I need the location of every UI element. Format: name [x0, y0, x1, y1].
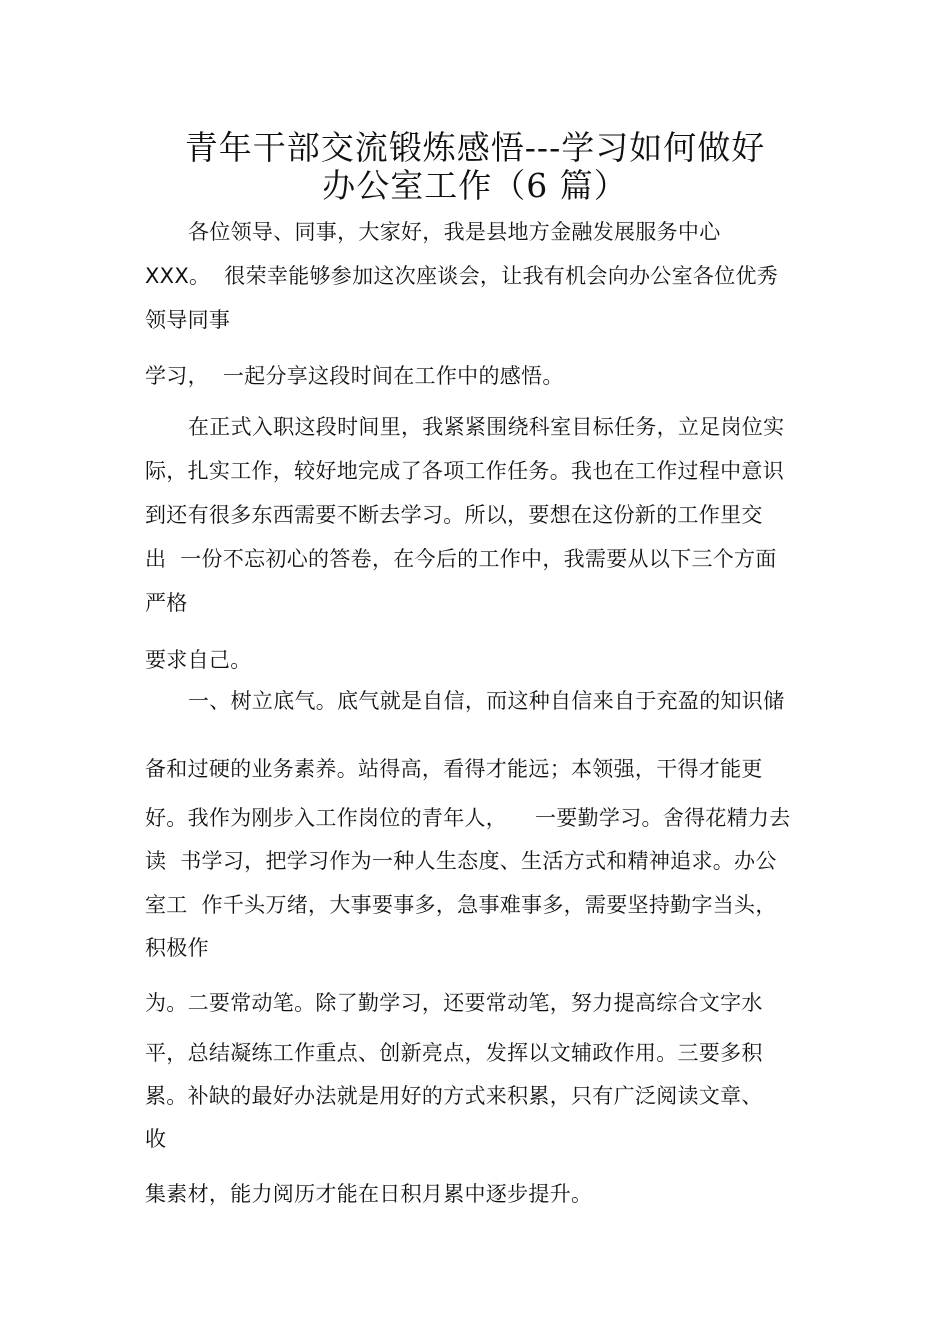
body-line-5: 在正式入职这段时间里，我紧紧围绕科室目标任务，立足岗位实 [188, 415, 785, 439]
body-line-7: 到还有很多东西需要不断去学习。所以，要想在这份新的工作里交 [145, 503, 763, 527]
body-line-4: 学习， 一起分享这段时间在工作中的感悟。 [145, 364, 564, 388]
title-line-1: 青年干部交流锻炼感悟---学习如何做好 [184, 128, 766, 167]
body-line-16: 积极作 [145, 936, 209, 960]
body-line-17: 为。二要常动笔。除了勤学习，还要常动笔，努力提高综合文字水 [145, 991, 763, 1015]
body-line-8: 出 一份不忘初心的答卷，在今后的工作中，我需要从以下三个方面 [145, 547, 777, 571]
body-line-15: 室工 作千头万绪，大事要事多，急事难事多，需要坚持勤字当头， [145, 893, 777, 917]
title-line-2: 办公室工作（6 篇） [322, 166, 628, 205]
body-line-14: 读 书学习，把学习作为一种人生态度、生活方式和精神追求。办公 [145, 849, 777, 873]
body-line-2: XXX。 很荣幸能够参加这次座谈会，让我有机会向办公室各位优秀 [145, 264, 779, 288]
body-line-19: 累。补缺的最好办法就是用好的方式来积累，只有广泛阅读文章、 [145, 1084, 763, 1108]
body-line-12: 备和过硬的业务素养。站得高，看得才能远；本领强，干得才能更 [145, 757, 763, 781]
body-line-18: 平，总结凝练工作重点、创新亮点，发挥以文辅政作用。三要多积 [145, 1041, 763, 1065]
body-line-1: 各位领导、同事，大家好，我是县地方金融发展服务中心 [188, 220, 721, 244]
body-line-21: 集素材，能力阅历才能在日积月累中逐步提升。 [145, 1182, 593, 1206]
body-line-13: 好。我作为刚步入工作岗位的青年人， 一要勤学习。舍得花精力去 [145, 806, 791, 830]
body-line-6: 际，扎实工作，较好地完成了各项工作任务。我也在工作过程中意识 [145, 459, 784, 483]
body-line-9: 严格 [145, 591, 188, 615]
body-line-11: 一、树立底气。底气就是自信，而这种自信来自于充盈的知识储 [188, 689, 785, 713]
body-line-20: 收 [145, 1127, 167, 1151]
body-line-10: 要求自己。 [145, 648, 252, 672]
body-line-3: 领导同事 [145, 308, 231, 332]
